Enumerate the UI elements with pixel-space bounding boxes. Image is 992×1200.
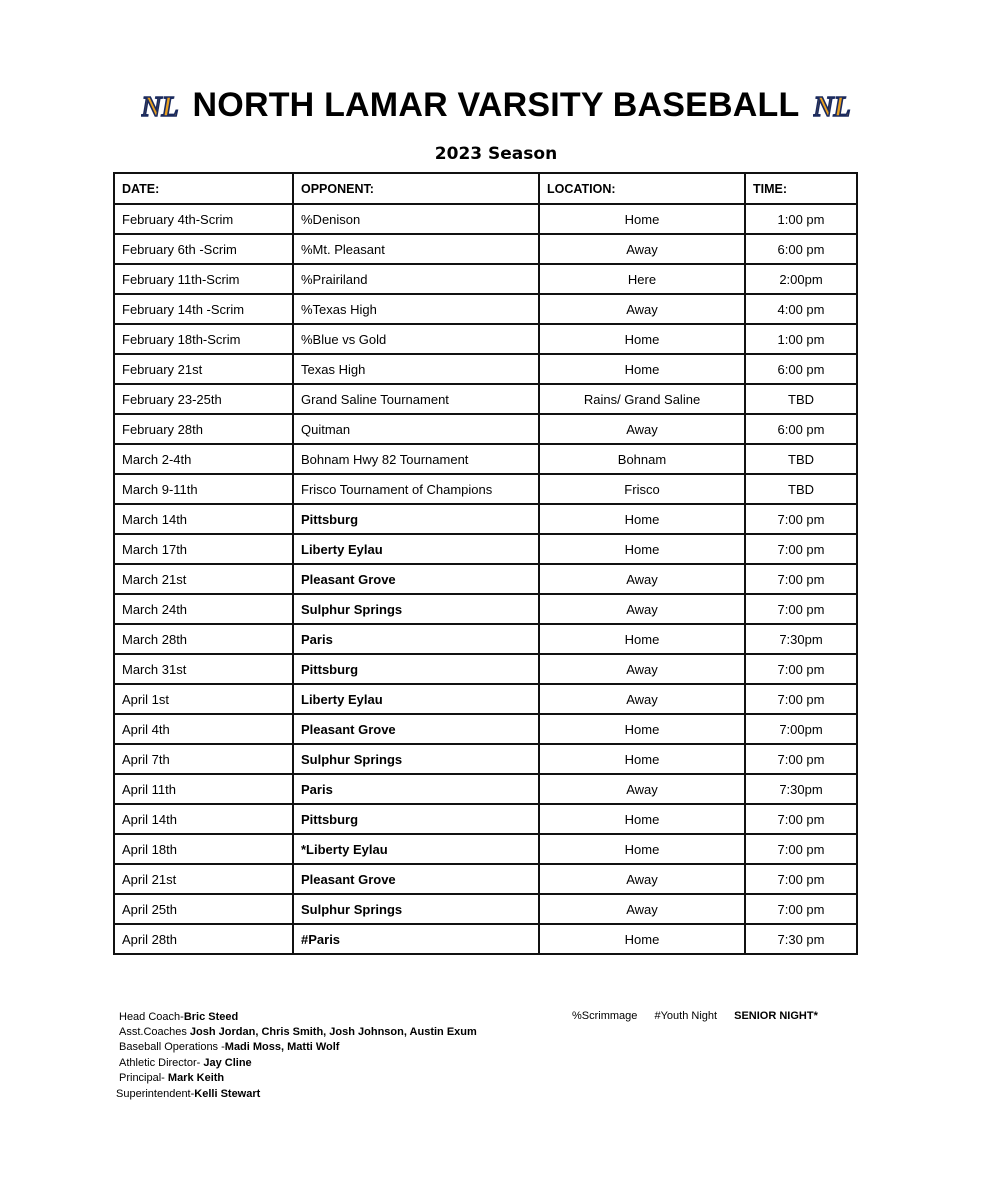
cell-location: Home bbox=[539, 804, 745, 834]
cell-date: April 4th bbox=[114, 714, 293, 744]
cell-location: Here bbox=[539, 264, 745, 294]
athletic-director-name: Jay Cline bbox=[203, 1056, 252, 1069]
schedule-body bbox=[114, 173, 857, 954]
asst-coaches-label: Asst.Coaches bbox=[119, 1026, 190, 1039]
cell-opponent: %Mt. Pleasant bbox=[293, 234, 539, 264]
cell-opponent: Bohnam Hwy 82 Tournament bbox=[293, 444, 539, 474]
table-row bbox=[114, 744, 857, 774]
cell-location: Home bbox=[539, 744, 745, 774]
cell-date: March 14th bbox=[114, 504, 293, 534]
table-row bbox=[114, 864, 857, 894]
cell-opponent: Liberty Eylau bbox=[293, 534, 539, 564]
cell-time: 7:30 pm bbox=[745, 924, 857, 954]
cell-time: 7:00 pm bbox=[745, 654, 857, 684]
cell-time: 6:00 pm bbox=[745, 414, 857, 444]
cell-time: 2:00pm bbox=[745, 264, 857, 294]
athletic-director-line bbox=[119, 1056, 477, 1071]
table-row bbox=[114, 354, 857, 384]
page-title: NORTH LAMAR VARSITY BASEBALL bbox=[192, 86, 800, 124]
cell-location: Home bbox=[539, 504, 745, 534]
cell-opponent: Grand Saline Tournament bbox=[293, 384, 539, 414]
column-header-location: LOCATION: bbox=[539, 173, 745, 204]
table-row bbox=[114, 504, 857, 534]
cell-location: Home bbox=[539, 624, 745, 654]
operations-line bbox=[119, 1040, 477, 1055]
table-row bbox=[114, 234, 857, 264]
cell-opponent: Paris bbox=[293, 624, 539, 654]
operations-names: Madi Moss, Matti Wolf bbox=[224, 1041, 340, 1054]
cell-time: 7:00 pm bbox=[745, 894, 857, 924]
cell-time: 1:00 pm bbox=[745, 324, 857, 354]
cell-location: Away bbox=[539, 234, 745, 264]
cell-time: 7:00 pm bbox=[745, 864, 857, 894]
cell-time: 1:00 pm bbox=[745, 204, 857, 234]
season-subtitle: 2023 Season bbox=[434, 144, 558, 164]
cell-date: April 28th bbox=[114, 924, 293, 954]
legend bbox=[572, 1010, 818, 1022]
cell-location: Home bbox=[539, 204, 745, 234]
cell-location: Away bbox=[539, 294, 745, 324]
logo-letters: NL bbox=[140, 91, 179, 123]
cell-date: March 2-4th bbox=[114, 444, 293, 474]
nl-logo-left-icon bbox=[141, 88, 179, 124]
cell-date: March 28th bbox=[114, 624, 293, 654]
cell-date: March 21st bbox=[114, 564, 293, 594]
cell-time: 4:00 pm bbox=[745, 294, 857, 324]
column-header-date: DATE: bbox=[114, 173, 293, 204]
cell-opponent: Sulphur Springs bbox=[293, 594, 539, 624]
column-header-opponent: OPPONENT: bbox=[293, 173, 539, 204]
cell-opponent: Pittsburg bbox=[293, 654, 539, 684]
principal-line bbox=[119, 1071, 477, 1086]
cell-time: TBD bbox=[745, 474, 857, 504]
table-row bbox=[114, 474, 857, 504]
cell-opponent: Sulphur Springs bbox=[293, 744, 539, 774]
cell-opponent: Texas High bbox=[293, 354, 539, 384]
cell-opponent: Pleasant Grove bbox=[293, 564, 539, 594]
cell-opponent: Frisco Tournament of Champions bbox=[293, 474, 539, 504]
table-row bbox=[114, 684, 857, 714]
table-row bbox=[114, 444, 857, 474]
page-header bbox=[0, 86, 992, 125]
cell-location: Away bbox=[539, 654, 745, 684]
table-row bbox=[114, 624, 857, 654]
cell-date: April 25th bbox=[114, 894, 293, 924]
cell-opponent: Pleasant Grove bbox=[293, 714, 539, 744]
table-row bbox=[114, 924, 857, 954]
schedule-table bbox=[113, 172, 858, 955]
cell-opponent: Pittsburg bbox=[293, 504, 539, 534]
cell-location: Away bbox=[539, 864, 745, 894]
cell-opponent: Sulphur Springs bbox=[293, 894, 539, 924]
table-row bbox=[114, 774, 857, 804]
table-row bbox=[114, 324, 857, 354]
cell-date: April 14th bbox=[114, 804, 293, 834]
table-row bbox=[114, 594, 857, 624]
legend-scrimmage: %Scrimmage bbox=[572, 1010, 638, 1022]
cell-time: 7:00 pm bbox=[745, 564, 857, 594]
superintendent-name: Kelli Stewart bbox=[194, 1088, 261, 1100]
cell-date: February 6th -Scrim bbox=[114, 234, 293, 264]
cell-date: April 1st bbox=[114, 684, 293, 714]
cell-date: March 9-11th bbox=[114, 474, 293, 504]
cell-time: TBD bbox=[745, 384, 857, 414]
cell-location: Away bbox=[539, 774, 745, 804]
cell-opponent: %Blue vs Gold bbox=[293, 324, 539, 354]
table-row bbox=[114, 714, 857, 744]
cell-opponent: %Texas High bbox=[293, 294, 539, 324]
cell-time: 7:00 pm bbox=[745, 534, 857, 564]
cell-time: 6:00 pm bbox=[745, 354, 857, 384]
asst-coaches-names: Josh Jordan, Chris Smith, Josh Johnson, Austin Exum bbox=[189, 1026, 477, 1039]
cell-opponent: %Denison bbox=[293, 204, 539, 234]
cell-time: 7:30pm bbox=[745, 774, 857, 804]
cell-location: Away bbox=[539, 684, 745, 714]
table-row bbox=[114, 564, 857, 594]
cell-date: March 31st bbox=[114, 654, 293, 684]
table-row bbox=[114, 534, 857, 564]
cell-time: 7:00 pm bbox=[745, 804, 857, 834]
cell-time: 7:30pm bbox=[745, 624, 857, 654]
cell-opponent: #Paris bbox=[293, 924, 539, 954]
cell-location: Away bbox=[539, 594, 745, 624]
athletic-director-label: Athletic Director- bbox=[119, 1056, 204, 1069]
cell-location: Away bbox=[539, 414, 745, 444]
cell-opponent: *Liberty Eylau bbox=[293, 834, 539, 864]
cell-date: April 11th bbox=[114, 774, 293, 804]
cell-time: 7:00 pm bbox=[745, 834, 857, 864]
cell-date: February 21st bbox=[114, 354, 293, 384]
cell-date: March 24th bbox=[114, 594, 293, 624]
cell-location: Away bbox=[539, 894, 745, 924]
cell-location: Frisco bbox=[539, 474, 745, 504]
principal-label: Principal- bbox=[119, 1071, 168, 1084]
cell-location: Home bbox=[539, 924, 745, 954]
asst-coaches-line bbox=[119, 1025, 477, 1040]
head-coach-line bbox=[119, 1010, 477, 1025]
cell-date: April 7th bbox=[114, 744, 293, 774]
table-row bbox=[114, 294, 857, 324]
table-row bbox=[114, 414, 857, 444]
table-row bbox=[114, 834, 857, 864]
cell-date: April 21st bbox=[114, 864, 293, 894]
cell-location: Home bbox=[539, 324, 745, 354]
cell-opponent: Liberty Eylau bbox=[293, 684, 539, 714]
cell-time: 7:00pm bbox=[745, 714, 857, 744]
table-row bbox=[114, 204, 857, 234]
legend-youth-night: #Youth Night bbox=[654, 1010, 718, 1022]
table-row bbox=[114, 894, 857, 924]
principal-name: Mark Keith bbox=[167, 1071, 225, 1084]
cell-time: 7:00 pm bbox=[745, 744, 857, 774]
cell-location: Bohnam bbox=[539, 444, 745, 474]
legend-senior-night: SENIOR NIGHT* bbox=[734, 1010, 818, 1022]
table-row bbox=[114, 804, 857, 834]
table-row bbox=[114, 384, 857, 414]
cell-time: 7:00 pm bbox=[745, 594, 857, 624]
cell-opponent: Paris bbox=[293, 774, 539, 804]
superintendent-line bbox=[116, 1088, 260, 1100]
cell-date: February 28th bbox=[114, 414, 293, 444]
cell-date: February 23-25th bbox=[114, 384, 293, 414]
cell-time: 7:00 pm bbox=[745, 684, 857, 714]
table-row bbox=[114, 264, 857, 294]
cell-time: TBD bbox=[745, 444, 857, 474]
cell-opponent: Pittsburg bbox=[293, 804, 539, 834]
cell-location: Rains/ Grand Saline bbox=[539, 384, 745, 414]
table-header-row bbox=[114, 173, 857, 204]
column-header-time: TIME: bbox=[745, 173, 857, 204]
head-coach-label: Head Coach- bbox=[119, 1011, 184, 1023]
cell-opponent: %Prairiland bbox=[293, 264, 539, 294]
staff-list bbox=[119, 1010, 477, 1086]
superintendent-label: Superintendent- bbox=[116, 1088, 195, 1100]
cell-opponent: Pleasant Grove bbox=[293, 864, 539, 894]
cell-location: Home bbox=[539, 714, 745, 744]
cell-date: April 18th bbox=[114, 834, 293, 864]
cell-date: February 14th -Scrim bbox=[114, 294, 293, 324]
head-coach-name: Bric Steed bbox=[183, 1011, 239, 1023]
cell-location: Home bbox=[539, 534, 745, 564]
cell-date: February 11th-Scrim bbox=[114, 264, 293, 294]
cell-location: Away bbox=[539, 564, 745, 594]
cell-date: February 4th-Scrim bbox=[114, 204, 293, 234]
cell-date: February 18th-Scrim bbox=[114, 324, 293, 354]
table-row bbox=[114, 654, 857, 684]
cell-opponent: Quitman bbox=[293, 414, 539, 444]
nl-logo-right-icon bbox=[813, 88, 851, 124]
cell-location: Home bbox=[539, 354, 745, 384]
operations-label: Baseball Operations - bbox=[119, 1041, 225, 1054]
cell-time: 6:00 pm bbox=[745, 234, 857, 264]
logo-letters: NL bbox=[813, 91, 852, 123]
cell-date: March 17th bbox=[114, 534, 293, 564]
cell-time: 7:00 pm bbox=[745, 504, 857, 534]
cell-location: Home bbox=[539, 834, 745, 864]
